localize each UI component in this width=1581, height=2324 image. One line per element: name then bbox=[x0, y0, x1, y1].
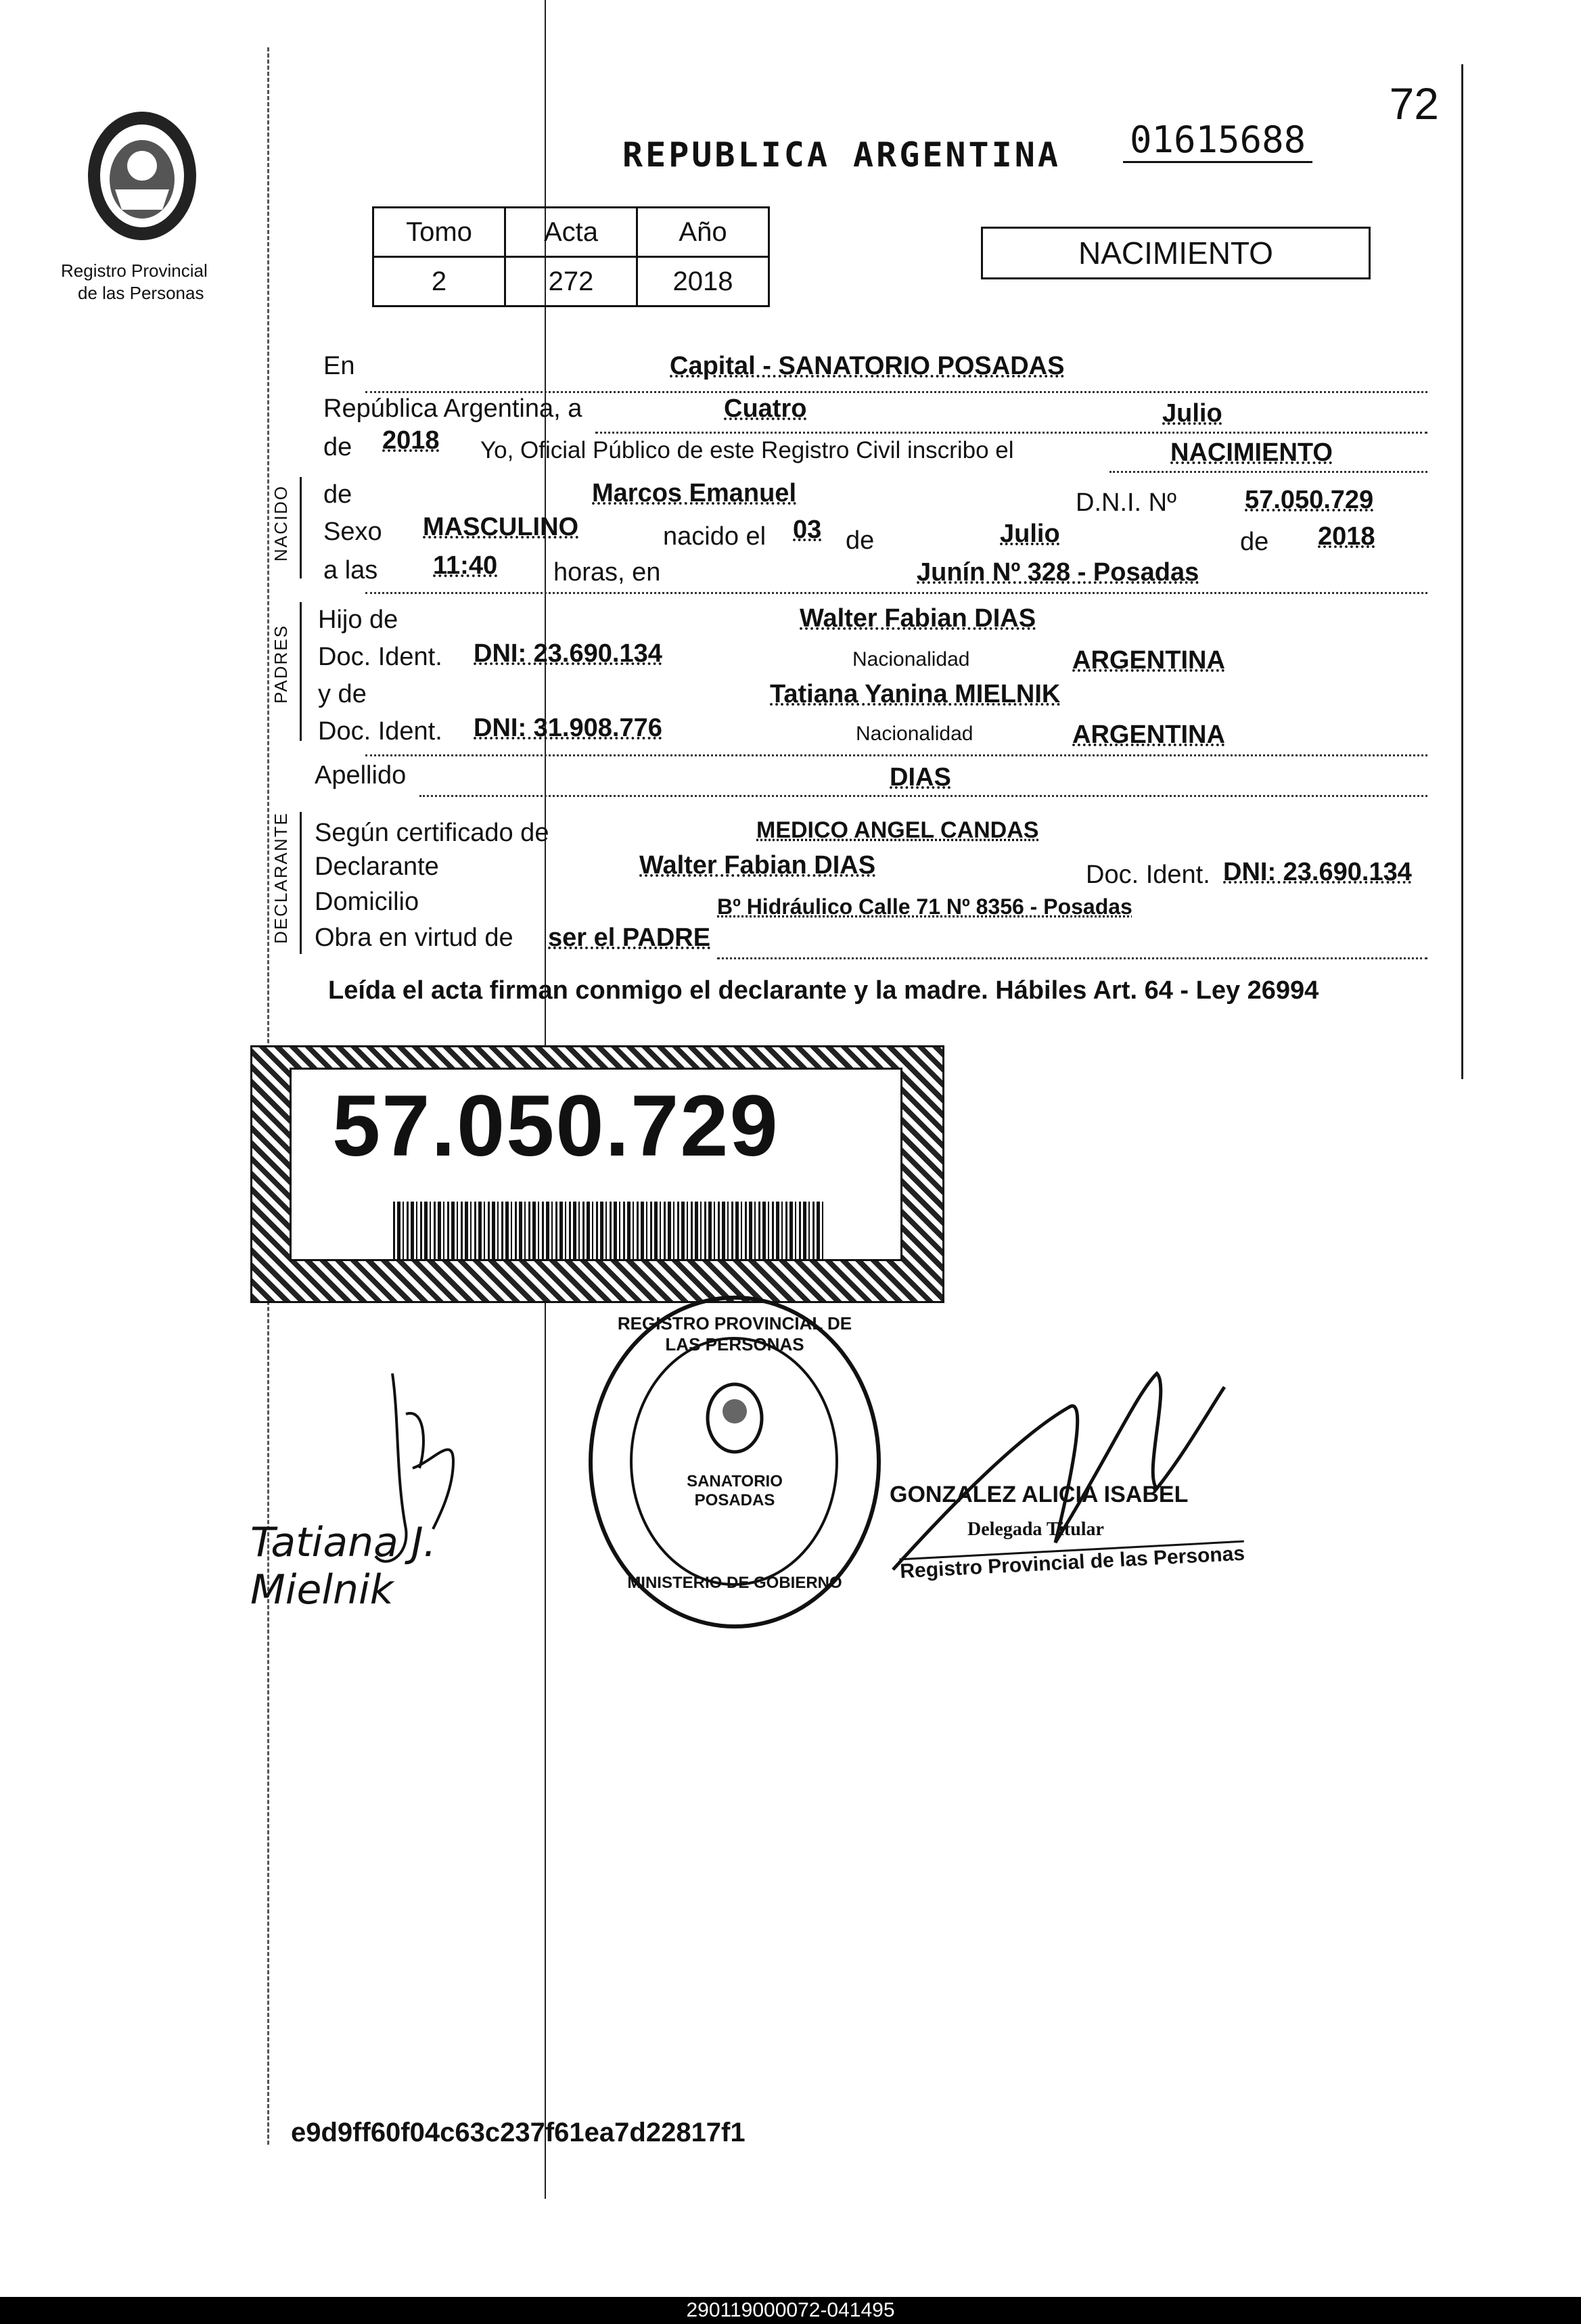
declarante-bracket bbox=[300, 812, 302, 954]
padres-bracket bbox=[300, 602, 302, 741]
label-obra: Obra en virtud de bbox=[315, 924, 513, 952]
value-madre-nac: ARGENTINA bbox=[1072, 721, 1225, 749]
line-declarante bbox=[717, 957, 1427, 959]
label-y-de: y de bbox=[318, 680, 367, 708]
org-name-line2: de las Personas bbox=[78, 283, 204, 303]
value-sexo: MASCULINO bbox=[423, 513, 579, 541]
label-a-las: a las bbox=[323, 556, 378, 585]
footer-code: 290119000072-041495 bbox=[686, 2299, 895, 2321]
label-de-name: de bbox=[323, 480, 352, 509]
page-number: 72 bbox=[1389, 78, 1439, 129]
label-apellido: Apellido bbox=[315, 761, 407, 790]
line-nacido bbox=[365, 592, 1427, 594]
value-dni: 57.050.729 bbox=[1245, 486, 1374, 514]
header-acta: Acta bbox=[505, 208, 637, 257]
label-domicilio: Domicilio bbox=[315, 888, 419, 916]
dni-label-inner bbox=[290, 1068, 902, 1261]
official-name: GONZALEZ ALICIA ISABEL bbox=[890, 1482, 1189, 1507]
line-2 bbox=[595, 432, 1427, 434]
mother-signature-text: Tatiana J. Mielnik bbox=[250, 1519, 436, 1614]
value-declarante-dni: DNI: 23.690.134 bbox=[1223, 858, 1412, 886]
value-apellido: DIAS bbox=[890, 763, 951, 792]
label-de-year: de bbox=[323, 433, 352, 461]
closing-text: Leída el acta firman conmigo el declarante y la madre. Hábiles Art. 64 - Ley 26994 bbox=[328, 976, 1319, 1005]
value-anio: 2018 bbox=[637, 257, 769, 306]
org-name-line1: Registro Provincial bbox=[61, 260, 208, 281]
dni-label-number: 57.050.729 bbox=[332, 1078, 779, 1175]
value-madre: Tatiana Yanina MIELNIK bbox=[770, 680, 1061, 708]
value-nombre: Marcos Emanuel bbox=[592, 479, 796, 507]
official-org: Registro Provincial de las Personas bbox=[899, 1541, 1245, 1584]
label-de-anio: de bbox=[1240, 528, 1269, 556]
value-anio-nac: 2018 bbox=[1318, 522, 1375, 551]
right-margin-line bbox=[1461, 64, 1463, 1079]
section-nacido: NACIDO bbox=[271, 484, 291, 562]
label-nacido-el: nacido el bbox=[663, 522, 766, 551]
value-anio: 2018 bbox=[382, 426, 440, 455]
header-anio: Año bbox=[637, 208, 769, 257]
value-mes-nac: Julio bbox=[1000, 520, 1060, 548]
value-dia-texto: Cuatro bbox=[724, 394, 807, 423]
official-role: Delegada Titular bbox=[967, 1519, 1104, 1540]
line-apellido bbox=[419, 795, 1427, 797]
label-de-mes: de bbox=[846, 526, 875, 555]
value-obra: ser el PADRE bbox=[548, 924, 711, 952]
value-mes: Julio bbox=[1162, 399, 1222, 428]
line-padres bbox=[365, 754, 1427, 756]
seal-inner-text: SANATORIO POSADAS bbox=[687, 1472, 783, 1509]
value-padre-dni: DNI: 23.690.134 bbox=[474, 639, 662, 668]
nacido-bracket bbox=[300, 477, 302, 578]
value-tipo: NACIMIENTO bbox=[1170, 438, 1333, 467]
label-doc-ident2: Doc. Ident. bbox=[318, 717, 442, 746]
value-dia-nac: 03 bbox=[793, 516, 822, 544]
value-padre-nac: ARGENTINA bbox=[1072, 646, 1225, 675]
registry-seal bbox=[589, 1296, 881, 1628]
line-1 bbox=[365, 391, 1427, 393]
line-3 bbox=[1109, 471, 1427, 473]
value-hora: 11:40 bbox=[433, 551, 498, 580]
seal-outer-text: REGISTRO PROVINCIAL DE LAS PERSONAS bbox=[617, 1313, 852, 1354]
seal-inner-ring bbox=[630, 1337, 838, 1586]
label-oficial: Yo, Oficial Público de este Registro Civil inscribo el bbox=[480, 437, 1014, 463]
document-title: REPUBLICA ARGENTINA bbox=[622, 135, 1061, 175]
label-horas-en: horas, en bbox=[553, 558, 661, 587]
label-declarante: Declarante bbox=[315, 852, 439, 881]
register-table bbox=[372, 206, 770, 307]
label-doc-ident: Doc. Ident. bbox=[318, 643, 442, 671]
section-declarante: DECLARANTE bbox=[271, 812, 291, 944]
value-declarante: Walter Fabian DIAS bbox=[639, 851, 876, 880]
value-lugar: Capital - SANATORIO POSADAS bbox=[670, 352, 1065, 380]
dni-label bbox=[250, 1045, 944, 1303]
label-sexo: Sexo bbox=[323, 518, 382, 546]
header-tomo: Tomo bbox=[373, 208, 505, 257]
value-domicilio-nac: Junín Nº 328 - Posadas bbox=[917, 558, 1199, 587]
value-domicilio: Bº Hidráulico Calle 71 Nº 8356 - Posadas bbox=[717, 894, 1132, 919]
province-logo bbox=[74, 108, 210, 244]
value-padre: Walter Fabian DIAS bbox=[800, 604, 1036, 633]
value-tomo: 2 bbox=[373, 257, 505, 306]
mother-signature bbox=[250, 1367, 568, 1614]
document-hash: e9d9ff60f04c63c237f61ea7d22817f1 bbox=[291, 2118, 746, 2147]
label-segun: Según certificado de bbox=[315, 819, 549, 847]
serial-number: 01615688 bbox=[1123, 118, 1312, 163]
label-nacionalidad2: Nacionalidad bbox=[856, 723, 973, 745]
record-type-box: NACIMIENTO bbox=[981, 227, 1371, 279]
label-hijo-de: Hijo de bbox=[318, 606, 398, 634]
label-republica: República Argentina, a bbox=[323, 394, 582, 423]
value-acta: 272 bbox=[505, 257, 637, 306]
seal-bottom-text: MINISTERIO DE GOBIERNO bbox=[627, 1574, 842, 1592]
seal-emblem bbox=[701, 1381, 769, 1455]
value-madre-dni: DNI: 31.908.776 bbox=[474, 714, 662, 742]
section-padres: PADRES bbox=[271, 624, 291, 704]
footer-bar bbox=[0, 2297, 1581, 2324]
label-dni: D.N.I. Nº bbox=[1076, 488, 1176, 517]
value-certificado: MEDICO ANGEL CANDAS bbox=[756, 817, 1039, 843]
label-nacionalidad: Nacionalidad bbox=[852, 648, 970, 670]
label-en: En bbox=[323, 352, 355, 380]
dni-barcode bbox=[393, 1202, 826, 1259]
label-doc-ident3: Doc. Ident. bbox=[1086, 861, 1210, 889]
